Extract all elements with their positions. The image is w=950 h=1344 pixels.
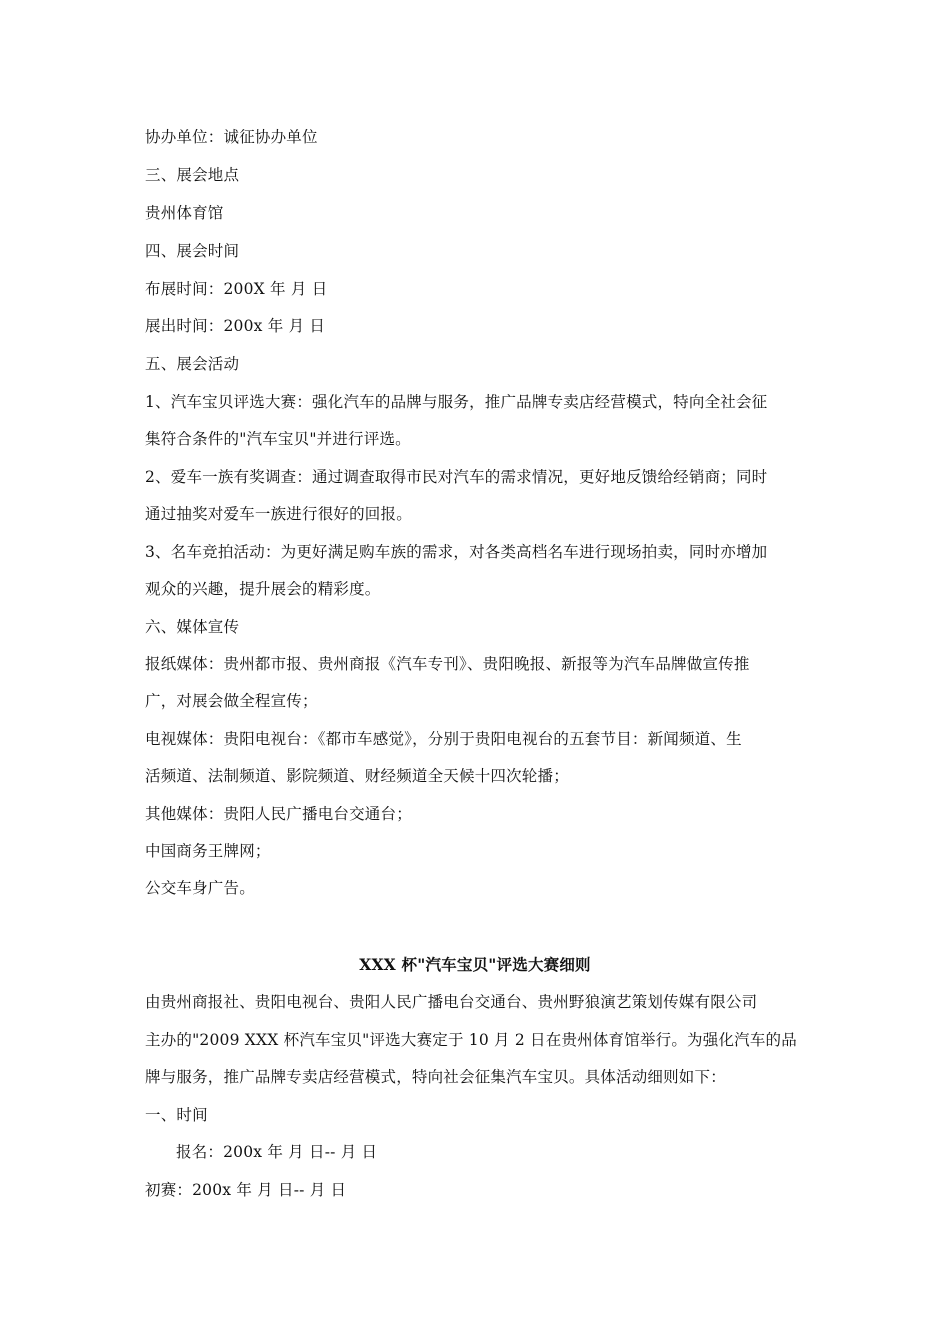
activity-2-line-2: 通过抽奖对爱车一族进行很好的回报。 xyxy=(145,505,412,523)
section-heading-time: 四、展会时间 xyxy=(145,242,240,260)
newspaper-media-line-1: 报纸媒体：贵州都市报、贵州商报《汽车专刊》、贵阳晚报、新报等为汽车品牌做宣传推 xyxy=(145,655,750,673)
preliminary-line: 初赛：200x 年 月 日-- 月 日 xyxy=(145,1181,347,1199)
venue-text: 贵州体育馆 xyxy=(145,204,224,222)
rules-intro-line-3: 牌与服务，推广品牌专卖店经营模式，特向社会征集汽车宝贝。具体活动细则如下： xyxy=(145,1068,726,1086)
setup-time-line: 布展时间：200X 年 月 日 xyxy=(145,280,328,298)
section-heading-schedule: 一、时间 xyxy=(145,1106,208,1124)
section-heading-venue: 三、展会地点 xyxy=(145,166,240,184)
rules-intro-line-2: 主办的"2009 XXX 杯汽车宝贝"评选大赛定于 10 月 2 日在贵州体育馆举行。为强化汽车的品 xyxy=(145,1031,797,1049)
activity-1-line-2: 集符合条件的"汽车宝贝"并进行评选。 xyxy=(145,430,411,448)
exhibit-time-line: 展出时间：200x 年 月 日 xyxy=(145,317,326,335)
tv-media-line-2: 活频道、法制频道、影院频道、财经频道全天候十四次轮播； xyxy=(145,767,569,785)
activity-3-line-1: 3、名车竞拍活动：为更好满足购车族的需求，对各类高档名车进行现场拍卖，同时亦增加 xyxy=(145,543,768,561)
section-heading-activities: 五、展会活动 xyxy=(145,355,240,373)
other-media-line: 其他媒体：贵阳人民广播电台交通台； xyxy=(145,805,412,823)
section-heading-media: 六、媒体宣传 xyxy=(145,618,240,636)
activity-3-line-2: 观众的兴趣，提升展会的精彩度。 xyxy=(145,580,381,598)
website-media-line: 中国商务王牌网； xyxy=(145,842,271,860)
tv-media-line-1: 电视媒体：贵阳电视台：《都市车感觉》，分别于贵阳电视台的五套节目：新闻频道、生 xyxy=(145,730,742,748)
registration-line: 报名：200x 年 月 日-- 月 日 xyxy=(176,1143,378,1161)
rules-title: XXX 杯"汽车宝贝"评选大赛细则 xyxy=(359,955,591,974)
activity-1-line-1: 1、汽车宝贝评选大赛：强化汽车的品牌与服务，推广品牌专卖店经营模式，特向全社会征 xyxy=(145,393,768,411)
bus-ad-line: 公交车身广告。 xyxy=(145,879,255,897)
newspaper-media-line-2: 广，对展会做全程宣传； xyxy=(145,692,318,710)
co-organizer-line: 协办单位：诚征协办单位 xyxy=(145,128,318,146)
rules-intro-line-1: 由贵州商报社、贵阳电视台、贵阳人民广播电台交通台、贵州野狼演艺策划传媒有限公司 xyxy=(145,993,758,1011)
activity-2-line-1: 2、爱车一族有奖调查：通过调查取得市民对汽车的需求情况，更好地反馈给经销商；同时 xyxy=(145,468,768,486)
